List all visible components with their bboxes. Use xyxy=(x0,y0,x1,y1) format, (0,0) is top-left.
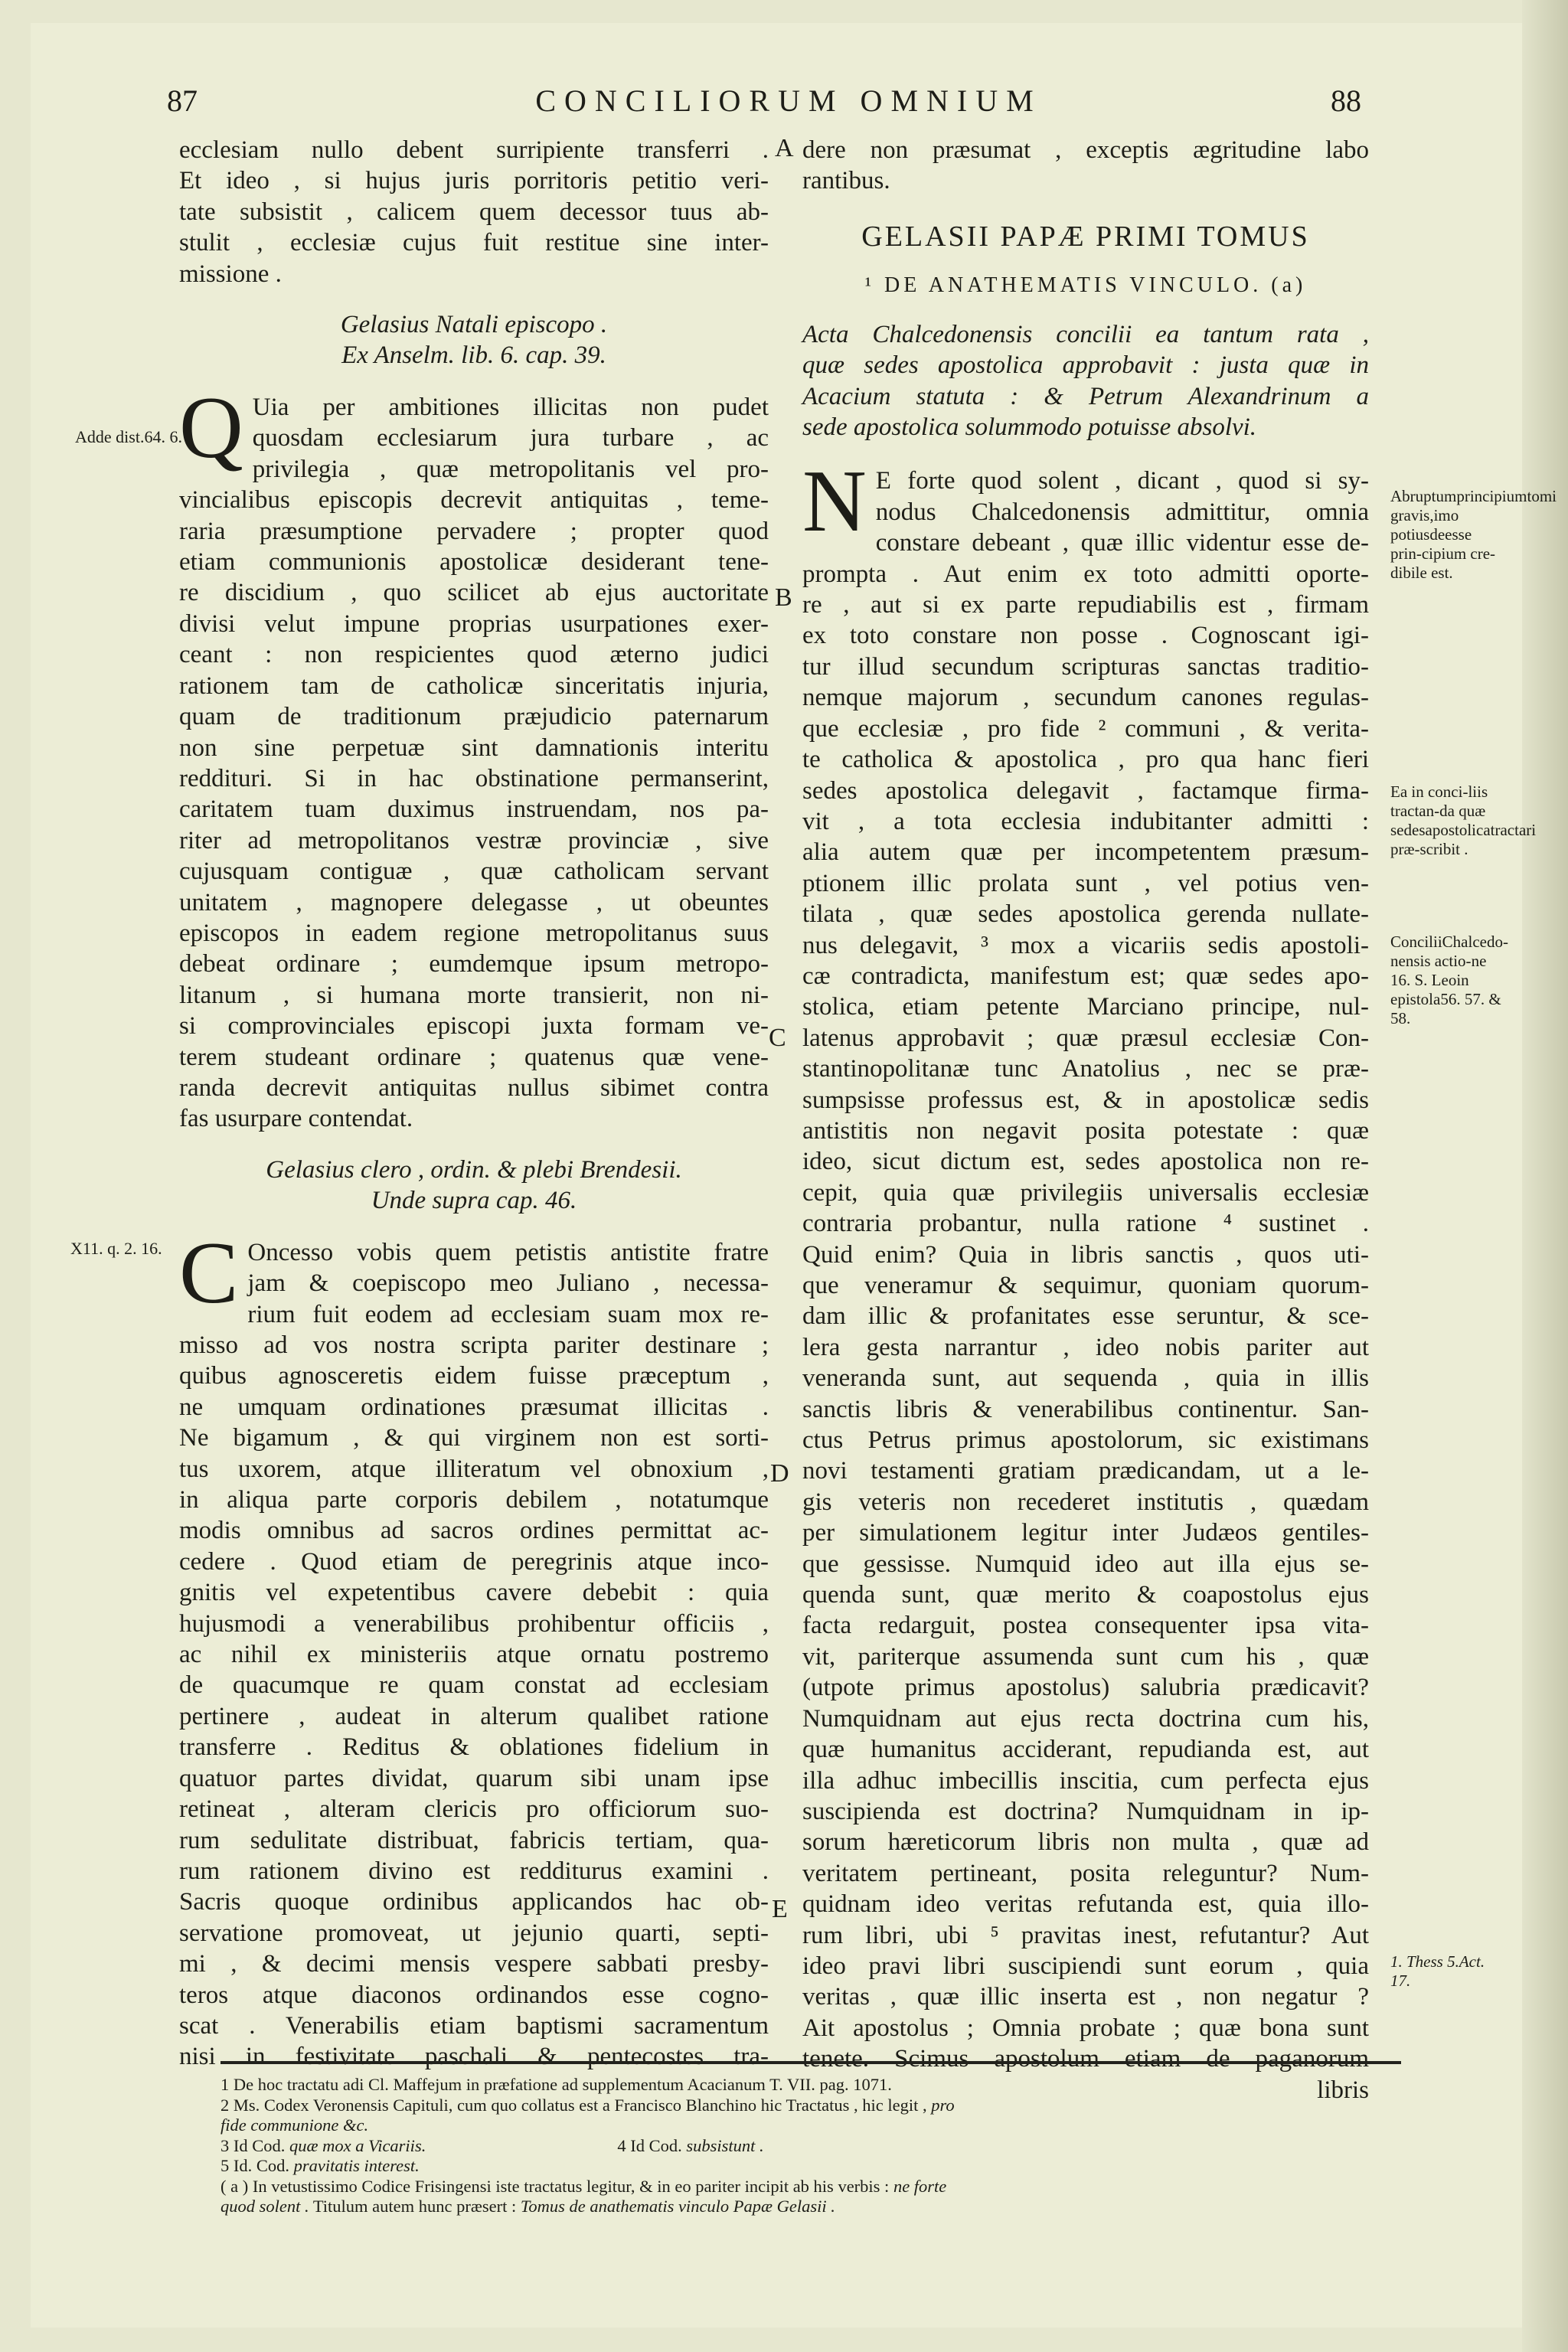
tract-rubric xyxy=(802,319,1369,443)
text-line: quatuor partes dividat, quarum sibi unam ipse xyxy=(179,1764,769,1792)
text-line: caritatem tuam duximus instruendam, nos pa- xyxy=(179,795,769,824)
text-line: vit, pariterque assumenda sunt cum his , quæ xyxy=(802,1642,1369,1671)
text-line: dibile est. xyxy=(1390,564,1453,582)
text-line: terem studeant ordinare ; quatenus quæ vene- xyxy=(179,1043,769,1071)
section-letter-a: A xyxy=(775,134,794,162)
text-line: contraria probantur, nulla ratione ⁴ sustinet . xyxy=(802,1210,1369,1238)
footnote-2-cont: fide communione &c. xyxy=(220,2115,369,2135)
text-line: privilegia , quæ metropolitanis vel pro- xyxy=(252,455,769,483)
text-line: Acta Chalcedonensis concilii ea tantum rata , xyxy=(802,320,1369,348)
text-line: servatione promoveat, ut jejunio quarti, septi- xyxy=(179,1919,769,1947)
letter1-dropcap: Q xyxy=(179,379,243,478)
text-line: randa decrevit antiquitas nullus sibimet contra xyxy=(179,1073,769,1102)
text-line: tractari præ- xyxy=(1390,821,1537,858)
text-line: quosdam ecclesiarum jura turbare , ac xyxy=(252,424,769,452)
text-line: latenus approbavit ; quæ præsul ecclesiæ Con- xyxy=(802,1024,1369,1052)
text-line: veneranda sunt, aut sequenda , quia in illis xyxy=(802,1364,1369,1393)
text-line: imo potius xyxy=(1390,506,1459,544)
margin-note-right-1 xyxy=(1390,487,1557,583)
text-line: sumpsisse professus est, & in apostolicæ sedis xyxy=(802,1086,1369,1114)
text-line: cujusquam contiguæ , quæ catholicam servant xyxy=(179,858,769,886)
text-line: in aliqua parte corporis debilem , notatumque xyxy=(179,1486,769,1514)
text-line: stolica, etiam petente Marciano principe, nul- xyxy=(802,993,1369,1021)
text-line: sedes apostolica delegavit , factamque firma- xyxy=(802,776,1369,805)
text-line: ideo pravi libri suscipiendi sunt eorum , quia xyxy=(802,1952,1369,1980)
text-line: ne 16. S. Leo xyxy=(1390,952,1487,989)
text-line: rum sedulitate distribuat, fabricis tertiam, qua- xyxy=(179,1826,769,1854)
footnote-a-cont: quod solent . Titulum autem hunc præsert : Tomus de anathematis vinculo Papæ Gelasii . xyxy=(220,2197,835,2216)
text-line: vit , a tota ecclesia indubitanter admitti : xyxy=(802,807,1369,835)
page-number-left: 87 xyxy=(167,83,198,118)
text-line: vincialibus episcopis decrevit antiquitas , teme- xyxy=(179,486,769,514)
text-line: cæ contradicta, manifestum est; quæ sedes apo- xyxy=(802,962,1369,990)
letter2-dropcap: C xyxy=(179,1223,239,1322)
text-line: (utpote primus apostolus) salubria prædicavit? xyxy=(802,1674,1369,1702)
text-line: Ne bigamum , & qui virginem non est sorti- xyxy=(179,1424,769,1452)
text-line: Concilii xyxy=(1390,933,1442,951)
catchword: libris xyxy=(1317,2076,1369,2104)
text-line: sede apostolica solummodo potuisse absolvi. xyxy=(802,413,1257,442)
text-line: gis veteris non recederet institutis , quædam xyxy=(802,1488,1369,1516)
footnote-1: 1 De hoc tractatu adi Cl. Maffejum in præfatione ad supplementum Acacianum T. VII. pag. 1071. xyxy=(220,2075,892,2094)
footnote-5: 5 Id. Cod. pravitatis interest. xyxy=(220,2156,420,2175)
text-line: ideo, sicut dictum est, sedes apostolica non re- xyxy=(802,1148,1369,1176)
text-line: hujusmodi a venerabilibus prohibentur officiis , xyxy=(179,1609,769,1638)
text-line: que ecclesiæ , pro fide ² communi , & verita- xyxy=(802,714,1369,743)
footnote-3-4: 3 Id Cod. quæ mox a Vicariis. 4 Id Cod. subsistunt . xyxy=(220,2135,764,2155)
text-line: tate subsistit , calicem quem decessor tuus ab- xyxy=(179,198,769,226)
running-title: CONCILIORUM OMNIUM xyxy=(535,83,1042,118)
text-line: E forte quod solent , dicant , quod si sy- xyxy=(875,467,1369,495)
text-line: nus delegavit, ³ mox a vicariis sedis apostoli- xyxy=(802,931,1369,959)
text-line: raria præsumptione pervadere ; propter quod xyxy=(179,517,769,545)
text-line: cedere . Quod etiam de peregrinis atque inco- xyxy=(179,1547,769,1576)
text-line: constare debeant , quæ illic videntur esse de- xyxy=(875,529,1369,557)
tract-subtitle: ¹ DE ANATHEMATIS VINCULO. (a) xyxy=(864,273,1307,297)
text-line: de quacumque re quam constat ad ecclesiam xyxy=(179,1671,769,1700)
text-line: 56. 57. & 58. xyxy=(1390,990,1501,1027)
text-line: illa adhuc imbecillis inscitia, cum perfecta ejus xyxy=(802,1766,1369,1795)
text-line: divisi velut impune proprias usurpationes exer- xyxy=(179,609,769,638)
text-line: etiam communionis apostolicæ desiderant tene- xyxy=(179,548,769,577)
text-line: ex toto constare non posse . Cognoscant igi- xyxy=(802,622,1369,650)
text-line: quibus agnosceretis eidem fuisse præceptum , xyxy=(179,1362,769,1390)
text-line: rantibus. xyxy=(802,167,890,195)
text-line: 64. 6. xyxy=(144,427,182,446)
text-line: modis omnibus ad sacros ordines permittat ac- xyxy=(179,1517,769,1545)
text-line: Et ideo , si hujus juris porritoris petitio veri- xyxy=(179,167,769,195)
margin-note-left-2: X11. q. 2. 16. xyxy=(70,1239,162,1258)
tract-dropcap: N xyxy=(802,452,867,551)
text-line: non sine perpetuæ sint damnationis interitu xyxy=(179,733,769,762)
text-line: re , aut si ex parte repudiabilis est , firmam xyxy=(802,591,1369,619)
margin-note-right-2 xyxy=(1390,782,1537,859)
text-line: sanctis libris & venerabilibus continentur. San- xyxy=(802,1395,1369,1423)
text-line: Chalcedo- xyxy=(1442,933,1508,951)
text-line: ne umquam ordinationes præsumat illicitas . xyxy=(179,1393,769,1421)
text-line: re discidium , quo scilicet ab ejus auctoritate xyxy=(179,579,769,607)
left-intro xyxy=(179,135,769,289)
section-letter-e: E xyxy=(772,1895,788,1923)
section-letter-c: C xyxy=(769,1024,786,1052)
text-line: rum libri, ubi ⁵ pravitas inest, refutantur? Aut xyxy=(802,1921,1369,1949)
text-line: nemque majorum , secundum canones regulas- xyxy=(802,684,1369,712)
text-line: dam illic & profanitates esse seruntur, & sce- xyxy=(802,1302,1369,1331)
text-line: scribit . xyxy=(1419,840,1468,858)
text-line: ceant : non respicientes quod æterno judici xyxy=(179,641,769,669)
section-letter-d: D xyxy=(770,1459,789,1488)
footnote-2: 2 Ms. Codex Veronensis Capituli, cum quo collatus est a Francisco Blanchino hic Tractatus , hic legit , pro xyxy=(220,2095,955,2115)
text-line: jam & coepiscopo meo Juliano , necessa- xyxy=(247,1269,769,1298)
text-line: stulit , ecclesiæ cujus fuit restitue sine inter- xyxy=(179,229,769,257)
text-line: lera gesta narrantur , ideo nobis pariter aut xyxy=(802,1333,1369,1361)
margin-note-right-4 xyxy=(1390,1952,1505,1991)
text-line: stantinopolitanæ tunc Anatolius , nec se præ- xyxy=(802,1055,1369,1083)
text-line: apostolica xyxy=(1425,821,1491,839)
text-line: pertinere , audeat in alterum qualibet ratione xyxy=(179,1702,769,1730)
text-line: veritatem pertineant, posita releguntur? Num- xyxy=(802,1859,1369,1887)
text-line: quæ humanitus acciderant, repudianda est, aut xyxy=(802,1736,1369,1764)
text-line: teros atque diaconos ordinandos esse cogno- xyxy=(179,1981,769,2009)
text-line: Uia per ambitiones illicitas non pudet xyxy=(252,394,769,422)
text-line: retineat , alteram clericis pro officiorum suo- xyxy=(179,1795,769,1824)
text-line: Quid enim? Quia in libris sanctis , quos uti- xyxy=(802,1240,1369,1269)
text-line: Numquidnam aut ejus recta doctrina cum his, xyxy=(802,1704,1369,1733)
text-line: cipium cre- xyxy=(1421,544,1496,563)
margin-note-right-3 xyxy=(1390,933,1508,1028)
text-line: nensis actio- xyxy=(1390,952,1472,970)
text-line: in epistola xyxy=(1390,971,1469,1008)
text-line: debeat ordinare ; eumdemque ipsum metropo- xyxy=(179,950,769,978)
text-line: nisi in festivitate paschali & pentecostes tra- xyxy=(179,2043,769,2071)
text-line: tomi gravis, xyxy=(1390,487,1557,524)
text-line: ctus Petrus primus apostolorum, sic existimans xyxy=(802,1426,1369,1455)
text-line: tilata , quæ sedes apostolica gerenda nullate- xyxy=(802,900,1369,929)
letter2-heading: Gelasius clero , ordin. & plebi Brendesii. xyxy=(266,1155,682,1184)
text-line: gnitis vel expetentibus cavere debebit : quia xyxy=(179,1579,769,1607)
text-line: si comprovinciales episcopi juxta formam ve- xyxy=(179,1012,769,1040)
footnotes xyxy=(220,2075,1384,2217)
text-line: mi , & decimi mensis vespere sabbati presby- xyxy=(179,1950,769,1978)
text-line: missione . xyxy=(179,260,282,288)
text-line: quenda sunt, quæ merito & coapostolus ejus xyxy=(802,1581,1369,1609)
text-line: unitatem , magnopere delegasse , ut obeuntes xyxy=(179,888,769,916)
text-line: sorum hæreticorum libris non multa , quæ ad xyxy=(802,1828,1369,1857)
book-binding xyxy=(1522,0,1568,2352)
text-line: ecclesiam nullo debent surripiente transferri . xyxy=(179,136,769,164)
letter1-heading: Gelasius Natali episcopo . xyxy=(340,311,608,339)
text-line: te catholica & apostolica , pro qua hanc fieri xyxy=(802,746,1369,774)
letter1-body xyxy=(179,379,769,1135)
text-line: reddituri. Si in hac obstinatione permanserint, xyxy=(179,764,769,792)
text-line: Sacris quoque ordinibus applicandos hac ob- xyxy=(179,1888,769,1916)
tract-title: GELASII PAPÆ PRIMI TOMUS xyxy=(861,220,1310,253)
text-line: veritas , quæ illic inserta est , non negatur ? xyxy=(802,1983,1369,2011)
text-line: misso ad vos nostra scripta pariter destinare ; xyxy=(179,1331,769,1359)
text-line: deesse prin- xyxy=(1390,525,1472,563)
text-line: rum rationem divino est redditurus examini . xyxy=(179,1857,769,1885)
section-letter-b: B xyxy=(775,583,792,612)
margin-note-left-1 xyxy=(75,427,182,447)
text-line: episcopos in eadem regione metropolitanus suus xyxy=(179,919,769,947)
letter2-source: Unde supra cap. 46. xyxy=(371,1186,577,1214)
text-line: tenete. Scimus apostolum etiam de paganorum xyxy=(802,2045,1369,2073)
letter2-body xyxy=(179,1223,769,2073)
text-line: rationem tam de catholicæ sinceritatis injuria, xyxy=(179,671,769,700)
text-line: suscipienda est doctrina? Numquidnam in ip- xyxy=(802,1797,1369,1825)
text-line: ptionem illic prolata sunt , vel potius ven- xyxy=(802,869,1369,897)
right-intro xyxy=(802,135,1369,197)
text-line: transferre . Reditus & oblationes fidelium in xyxy=(179,1733,769,1762)
text-line: prompta . Aut enim ex toto admitti oporte- xyxy=(802,560,1369,588)
text-line: quidnam ideo veritas refutanda est, quia illo- xyxy=(802,1890,1369,1919)
text-line: antistitis non negavit posita potestate : quæ xyxy=(802,1116,1369,1145)
footnote-a: ( a ) In vetustissimo Codice Frisingensi iste tractatus legitur, & in eo pariter incipit ab his verbis : ne forte xyxy=(220,2176,947,2196)
text-line: 1. Thess 5. xyxy=(1390,1952,1459,1971)
text-line: per simulationem legitur inter Judæos gentiles- xyxy=(802,1519,1369,1547)
text-line: Adde dist. xyxy=(75,427,145,446)
text-line: scat . Venerabilis etiam baptismi sacramentum xyxy=(179,2011,769,2040)
text-line: principium xyxy=(1456,487,1527,505)
tract-body xyxy=(802,452,1369,2074)
footnote-rule xyxy=(220,2061,1401,2064)
left-column xyxy=(179,135,769,2073)
text-line: nodus Chalcedonensis admittitur, omnia xyxy=(875,498,1369,526)
text-line: Abruptum xyxy=(1390,487,1457,505)
text-line: fas usurpare contendat. xyxy=(179,1105,413,1133)
text-line: Act. 17. xyxy=(1390,1952,1485,1990)
text-line: facta redarguit, postea consequenter ipsa vita- xyxy=(802,1612,1369,1640)
text-line: tur illud secundum scripturas sanctas traditio- xyxy=(802,652,1369,681)
text-line: dere non præsumat , exceptis ægritudine labo xyxy=(802,136,1369,164)
text-line: rium fuit eodem ad ecclesiam suam mox re- xyxy=(247,1300,769,1328)
right-column xyxy=(802,135,1369,2105)
text-line: Oncesso vobis quem petistis antistite fratre xyxy=(247,1238,769,1266)
text-line: quæ sedes apostolica approbavit : justa quæ in xyxy=(802,351,1369,380)
page-number-right: 88 xyxy=(1331,83,1361,118)
text-line: Ait apostolus ; Omnia probate ; quæ bona sunt xyxy=(802,2014,1369,2042)
letter1-source: Ex Anselm. lib. 6. cap. 39. xyxy=(341,341,606,370)
text-line: Ea in conci- xyxy=(1390,782,1468,801)
text-line: cepit, quia quæ privilegiis universalis ecclesiæ xyxy=(802,1178,1369,1207)
text-line: ac nihil ex ministeriis atque ornatu postremo xyxy=(179,1641,769,1669)
text-line: riter ad metropolitanos vestræ provinciæ , sive xyxy=(179,826,769,854)
text-line: que gessisse. Numquid ideo aut illa ejus se- xyxy=(802,1550,1369,1578)
text-line: que veneramur & sequimur, quoniam quorum- xyxy=(802,1272,1369,1299)
text-line: Acacium statuta : & Petrum Alexandrinum a xyxy=(802,382,1369,410)
text-line: quam de traditionum præjudicio paternarum xyxy=(179,703,769,731)
text-line: alia autem quæ per incompetentem præsum- xyxy=(802,838,1369,867)
text-line: litanum , si humana morte transierit, non ni- xyxy=(179,981,769,1009)
text-line: tus uxorem, atque illiteratum vel obnoxium , xyxy=(179,1455,769,1483)
text-line: liis tractan- xyxy=(1390,782,1488,820)
text-line: da quæ sedes xyxy=(1390,802,1486,839)
text-line: novi testamenti gratiam prædicandam, ut a le- xyxy=(802,1457,1369,1485)
